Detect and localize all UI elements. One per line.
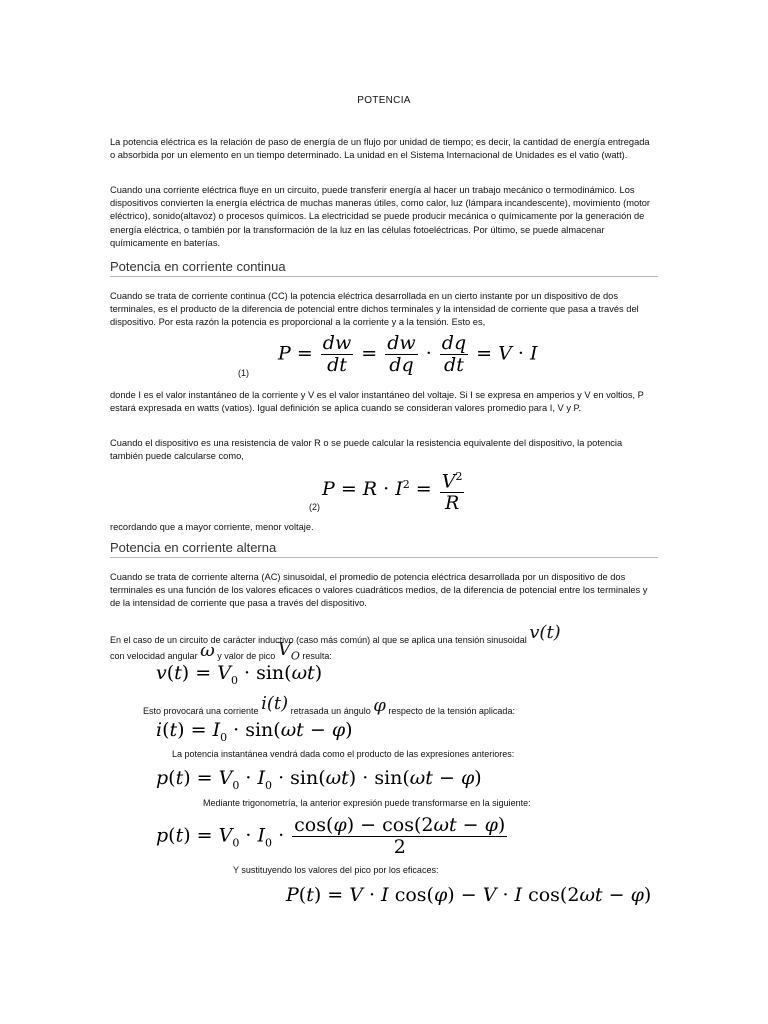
equation-voltage: $v(t) = V_0 \cdot \sin(\omega t)$ [156, 662, 323, 687]
page-title: POTENCIA [357, 95, 411, 106]
equation-power-resistance: $P = R \cdot I^2$ = $\frac{V^2}{R}$ [322, 466, 466, 514]
ca-paragraph-4: La potencia instantánea vendrá dada como el producto de las expresiones anteriores: [172, 749, 515, 759]
ca-paragraph-6: Y sustituyendo los valores del pico por los eficaces: [233, 865, 439, 875]
ca-paragraph-2-line-1: En el caso de un circuito de carácter inductivo (caso más común) al que se aplica una tensión sinusoidal v(t) [110, 622, 561, 645]
equation-instant-power: $p(t) = V_0 \cdot I_0 \cdot \sin(\omega t) \cdot \sin(\omega t - \varphi)$ [156, 767, 482, 792]
equation-current: $i(t) = I_0 \cdot \sin(\omega t - \varphi)$ [156, 719, 353, 744]
ca-paragraph-3: Esto provocará una corriente i(t) retrasada un ángulo φ respecto de la tensión aplicada: [143, 693, 515, 716]
cc-paragraph-1: Cuando se trata de corriente continua (CC) la potencia eléctrica desarrollada en un cierto instante por un dispositivo de dos terminales, es el producto de la diferencia de potencial entre dichos terminales y la intensidad de corriente que pasa a través del dispositivo. Por esta razón la potencia es proporcional a la corriente y a la tensión. Esto es, [110, 291, 639, 328]
equation-power-rms: P(t) = V · I cos(φ) − V · I cos(2ωt − φ) [286, 884, 652, 906]
cc-paragraph-4: recordando que a mayor corriente, menor voltaje. [110, 522, 314, 532]
intro-paragraph-2: Cuando una corriente eléctrica fluye en un circuito, puede transferir energía al hacer un trabajo mecánico o termodinámico. Los dispositivos convierten la energía eléctrica de muchas maneras útiles, como calor, luz (lámpara incandescente), movimiento (motor eléctrico), sonido(altavoz) o procesos químicos. La electricidad se puede producir mecánica o químicamente por la generación de energía eléctrica, o también por la transformación de la luz en las células fotoeléctricas. Por último, se puede almacenar químicamente en baterías. [110, 185, 650, 248]
equation-number-2: (2) [309, 502, 320, 512]
ca-paragraph-5: Mediante trigonometría, la anterior expresión puede transformarse en la siguiente: [203, 798, 531, 808]
cc-paragraph-2: donde I es el valor instantáneo de la corriente y V es el valor instantáneo del voltaje. Si I se expresa en amperios y V en voltios, P estará expresada en watts (vatios). Igual definición se aplica cuando se consideran valores promedio para I, V y P. [110, 390, 644, 414]
intro-paragraph-1: La potencia eléctrica es la relación de paso de energía de un flujo por unidad de tiempo; es decir, la cantidad de energía entregada o absorbida por un elemento en un tiempo determinado. La unidad en el Sistema Internacional de Unidades es el vatio (watt). [110, 137, 650, 161]
ca-paragraph-2-line-2: con velocidad angular ω y valor de pico $V_O$ resulta: [110, 639, 332, 663]
cc-paragraph-3: Cuando el dispositivo es una resistencia de valor R o se puede calcular la resistencia equivalente del dispositivo, la potencia también puede calcularse como, [110, 438, 623, 462]
equation-power-trig: $p(t) = V_0 \cdot I_0$ · $\frac{\cos(\varphi) - \cos(2\omega t - \varphi)}{2}$ [156, 814, 506, 858]
equation-number-1: (1) [238, 368, 249, 378]
section-heading-cc: Potencia en corriente continua [110, 259, 658, 277]
ca-paragraph-1: Cuando se trata de corriente alterna (AC) sinusoidal, el promedio de potencia eléctrica desarrollada por un dispositivo de dos terminales es una función de los valores eficaces o valores cuadráticos medios, de la diferencia de potencial entre los terminales y de la intensidad de corriente que pasa a través del dispositivo. [110, 572, 648, 609]
section-heading-ca: Potencia en corriente alterna [110, 540, 658, 558]
equation-power-dc: P = $\frac{dw}{dt}$ = $\frac{dw}{dq}$ · $\frac{dq}{dt}$ = V · I [278, 332, 538, 376]
